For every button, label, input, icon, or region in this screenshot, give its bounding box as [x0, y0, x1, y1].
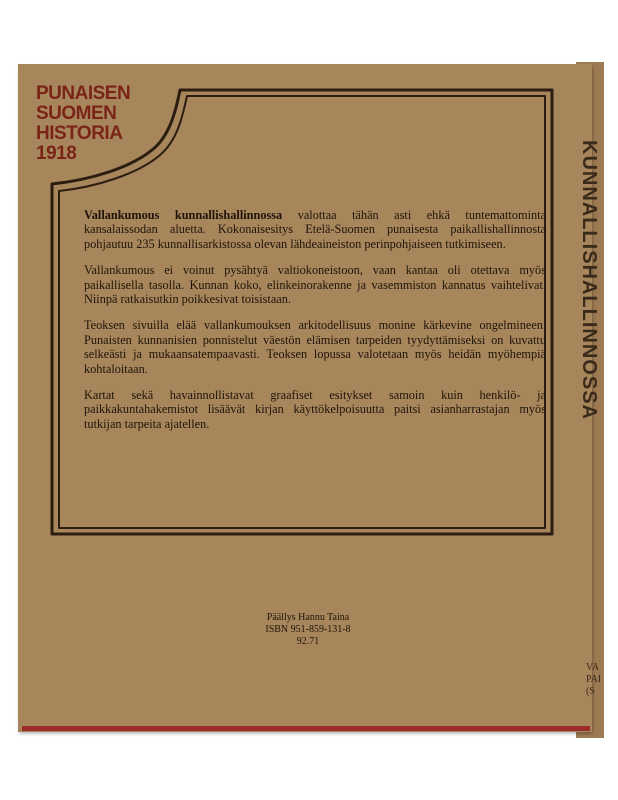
credits-block [218, 612, 398, 648]
title-line: SUOMEN [36, 103, 117, 124]
blurb-paragraph: Vallankumous ei voinut pysähtyä valtiokoneistoon, vaan kantaa oli otettava myös paikallisella tasolla. Kunnan koko, elinkeinorakenne ja vasemmiston kannatus vaihtelivat. Niinpä ratkaisutkin poikkesivat toisistaan. [84, 263, 546, 307]
blurb-book-title: Vallankumous kunnallishallinnossa [84, 208, 283, 222]
isbn: ISBN 951-859-131-8 [265, 624, 351, 635]
title-line: HISTORIA [36, 123, 123, 144]
blurb-paragraph [84, 208, 546, 251]
classification-code: 92.71 [296, 636, 320, 647]
spine-title: KUNNALLISHALLINNOSSA [578, 140, 600, 420]
series-title [36, 84, 176, 164]
spine-bottom-line: (S [586, 686, 595, 697]
title-line: PUNAISEN [36, 83, 131, 104]
spine-bottom-line: VA [586, 662, 600, 673]
blurb-paragraph: Teoksen sivuilla elää vallankumouksen arkitodellisuus monine kärkevine ongelmineen. Punaisten kunnanisien ponnistelut väestön elämisen tarpeiden tyydyttämiseksi on kuvattu selkeästi ja mukaansatempaavasti. Teoksen lopussa valotetaan myös heidän myöhempiä kohtaloitaan. [84, 318, 546, 376]
spine-bottom-line: PAI [586, 674, 602, 685]
blurb-text [84, 208, 546, 443]
cover-designer: Päällys Hannu Taina [266, 612, 350, 623]
title-line: 1918 [36, 143, 77, 164]
blurb-paragraph: Kartat sekä havainnollistavat graafiset esitykset samoin kuin henkilö- ja paikkakuntahakemistot lisäävät kirjan käyttökelpoisuutta paitsi asianharrastajan myös tutkijan tarpeita ajatellen. [84, 388, 546, 431]
blurb-paragraph-rest: valottaa tähän asti ehkä tuntemattominta kansalaissodan aluetta. Kokonaisesitys Etelä-Suomen punaisesta paikallishallinnosta pohjautuu 235 kunnallisarkistossa olevan lähdeaineiston perinpohjaiseen tutkimiseen. [84, 208, 547, 251]
